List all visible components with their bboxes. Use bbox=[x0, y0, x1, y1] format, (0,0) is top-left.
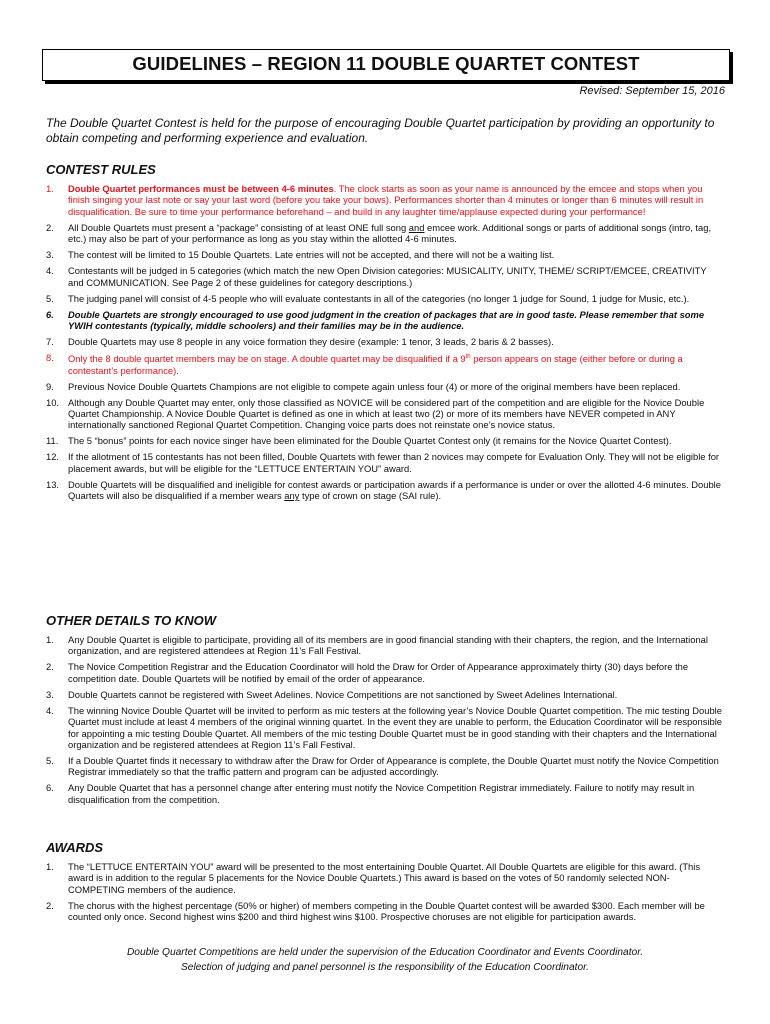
contest-rule-item bbox=[46, 381, 724, 392]
rule-number: 11. bbox=[46, 435, 59, 447]
detail-item bbox=[46, 755, 724, 778]
rule-number: 12. bbox=[46, 451, 60, 463]
contest-rule-item bbox=[46, 309, 724, 332]
rule-text: All Double Quartets must present a “package” consisting of at least ONE full song bbox=[68, 221, 409, 233]
rule-text: emcee work. Additional songs or parts of additional songs (intro, tag, etc.) may also be part of your performance as long as you stay within the allotted 4-6 minutes. bbox=[68, 221, 712, 245]
detail-text: The Novice Competition Registrar and the Education Coordinator will hold the Draw for Order of Appearance approximately thirty (30) days before the competition date. Double Quartets will be notified by email of the order of appearance. bbox=[68, 661, 689, 684]
rule-text: type of crown on stage (SAI rule). bbox=[299, 490, 442, 502]
contest-rule-item bbox=[46, 435, 724, 446]
detail-item bbox=[46, 634, 724, 657]
rule-text: Double Quartets will be disqualified and ineligible for contest awards or participation awards if a performance is under or over the allotted 4-6 minutes. Double Quartets will also be disqualified if a member wears bbox=[68, 478, 721, 502]
detail-number: 3. bbox=[46, 688, 54, 700]
award-number: 1. bbox=[46, 861, 54, 872]
detail-item bbox=[46, 689, 724, 700]
detail-text: Double Quartets cannot be registered with Sweet Adelines. Novice Competitions are not sanctioned by Sweet Adelines International. bbox=[68, 688, 618, 700]
contest-rules-list bbox=[46, 183, 724, 506]
contest-rule-item bbox=[46, 183, 724, 217]
rule-number: 6. bbox=[46, 308, 54, 320]
rule-text: Contestants will be judged in 5 categories (which match the new Open Division categories: MUSICALITY, UNITY, THEME/ SCRIPT/EMCEE, CREATIVITY and COMMUNICATION. See Page 2 of these guidelines for category descriptions.) bbox=[68, 265, 707, 288]
rule-text: Although any Double Quartet may enter, only those classified as NOVICE will be considered part of the competition and are eligible for the Novice Double Quartet Championship. A Novice Double Quartet is defined as one in which at least two (2) or more of its members have NEVER competed in ANY internationally sanctioned Regional Quartet Competition. Changing voice parts does not reinstate one’s novice status. bbox=[68, 396, 705, 431]
rule-underlined-text: any bbox=[284, 490, 300, 502]
footer-note bbox=[0, 946, 770, 975]
rule-text: If the allotment of 15 contestants has not been filled, Double Quartets with fewer than 2 novices may compete for Evaluation Only. They will not be eligible for placement awards, but will be eligible for the “LETTUCE ENTERTAIN YOU” award. bbox=[68, 451, 720, 474]
rule-text: . The clock starts as soon as your name is announced by the emcee and stops when you finish singing your last note or say your last word (before you take your bows). Performances shorter than 4 minutes or longer than 6 minutes will result in disqualification. Be sure to time your performance beforehand – and build in any laughter time/applause expected during your performance! bbox=[68, 183, 704, 217]
contest-rules-heading: CONTEST RULES bbox=[46, 162, 156, 177]
rule-text: Double Quartets are strongly encouraged to use good judgment in the creation of packages that are in good taste. Please remember that some YWIH contestants (typically, middle schoolers) and their families may be in the audience. bbox=[68, 308, 705, 332]
rule-superscript: th bbox=[465, 354, 471, 361]
rule-number: 9. bbox=[46, 380, 54, 392]
rule-text: The 5 “bonus” points for each novice singer have been eliminated for the Double Quartet Contest only (it remains for the Novice Quartet Contest). bbox=[68, 435, 672, 447]
contest-rule-item bbox=[46, 249, 724, 260]
detail-text: Any Double Quartet that has a personnel change after entering must notify the Novice Competition Registrar immediately. Failure to notify may result in disqualification from the competition. bbox=[68, 782, 695, 805]
other-details-heading: OTHER DETAILS TO KNOW bbox=[46, 613, 216, 628]
award-text: The chorus with the highest percentage (50% or higher) of members competing in the Double Quartet contest will be awarded $300. Each member will be counted only once. Second highest wins $200 and third highest wins $100. Prospective choruses are not eligible for participation awards. bbox=[68, 899, 705, 923]
detail-number: 6. bbox=[46, 782, 54, 794]
rule-text: person appears on stage (either before or during a contestant’s performance). bbox=[68, 353, 683, 376]
rule-text: Double Quartets may use 8 people in any voice formation they desire (example: 1 tenor, 3 leads, 2 baris & 2 basses). bbox=[68, 336, 554, 348]
title-box bbox=[42, 49, 730, 81]
rule-text: The contest will be limited to 15 Double Quartets. Late entries will not be accepted, and there will not be a waiting list. bbox=[68, 249, 555, 261]
footer-line-1: Double Quartet Competitions are held under the supervision of the Education Coordinator and Events Coordinator. bbox=[126, 947, 644, 958]
detail-item bbox=[46, 782, 724, 805]
rule-underlined-text: and bbox=[408, 221, 425, 233]
rule-number: 13. bbox=[46, 478, 60, 490]
contest-rule-item bbox=[46, 479, 724, 502]
rule-number: 4. bbox=[46, 265, 54, 277]
detail-item bbox=[46, 661, 724, 684]
rule-number: 1. bbox=[46, 183, 54, 194]
contest-rule-item bbox=[46, 265, 724, 288]
rule-text: Only the 8 double quartet members may be on stage. A double quartet may be disqualified if a 9 bbox=[68, 353, 466, 365]
rule-bold-text: Double Quartet performances must be between 4-6 minutes bbox=[68, 183, 334, 194]
contest-rule-item bbox=[46, 397, 724, 431]
revised-date: Revised: September 15, 2016 bbox=[579, 85, 725, 97]
award-item bbox=[46, 861, 724, 895]
detail-number: 2. bbox=[46, 661, 54, 673]
contest-rule-item bbox=[46, 336, 724, 347]
awards-list bbox=[46, 861, 724, 927]
rule-number: 7. bbox=[46, 336, 54, 348]
detail-item bbox=[46, 705, 724, 751]
award-text: The “LETTUCE ENTERTAIN YOU” award will be presented to the most entertaining Double Quartet. All Double Quartets are eligible for this award. (This award is in addition to the regular 5 placements for the Novice Double Quartets.) This award is based on the votes of 50 randomly selected NON-COMPETING members of the audience. bbox=[68, 861, 701, 895]
contest-rule-item bbox=[46, 451, 724, 474]
awards-heading: AWARDS bbox=[46, 840, 104, 855]
award-item bbox=[46, 900, 724, 923]
intro-paragraph: The Double Quartet Contest is held for the purpose of encouraging Double Quartet participation by providing an opportunity to obtain competing and performing experience and evaluation. bbox=[46, 116, 715, 145]
detail-text: The winning Novice Double Quartet will be invited to perform as mic testers at the following year’s Novice Double Quartet competition. The mic testing Double Quartet must include at least 4 members of the original winning quartet. In the event they are unable to perform, the Education Coordinator will be responsible for appointing a mic testing Double Quartet. All members of the mic testing Double Quartet must be in good standing with their chapters and the International organization and be registered attendees at Region 11’s Fall Festival. bbox=[68, 704, 723, 751]
rule-text: The judging panel will consist of 4-5 people who will evaluate contestants in all of the categories (no longer 1 judge for Sound, 1 judge for Music, etc.). bbox=[68, 292, 690, 304]
other-details-list bbox=[46, 634, 724, 810]
contest-rule-item bbox=[46, 293, 724, 304]
detail-number: 1. bbox=[46, 634, 54, 645]
rule-number: 8. bbox=[46, 352, 54, 364]
contest-rule-item bbox=[46, 352, 724, 376]
rule-number: 5. bbox=[46, 292, 54, 304]
detail-number: 5. bbox=[46, 755, 54, 767]
detail-number: 4. bbox=[46, 704, 54, 716]
rule-number: 10. bbox=[46, 396, 60, 408]
rule-text: Previous Novice Double Quartets Champions are not eligible to compete again unless four (4) or more of the original members have been replaced. bbox=[68, 380, 681, 392]
rule-number: 2. bbox=[46, 221, 54, 233]
detail-text: If a Double Quartet finds it necessary to withdraw after the Draw for Order of Appearance is complete, the Double Quartet must notify the Novice Competition Registrar immediately so that the traffic pattern and program can be adjusted accordingly. bbox=[68, 755, 719, 778]
rule-number: 3. bbox=[46, 249, 54, 261]
page-title: GUIDELINES – REGION 11 DOUBLE QUARTET CONTEST bbox=[132, 53, 640, 74]
detail-text: Any Double Quartet is eligible to participate, providing all of its members are in good financial standing with their chapters, the region, and the International organization, and are registered attendees at Region 11’s Fall Festival. bbox=[68, 634, 708, 657]
contest-rule-item bbox=[46, 222, 724, 245]
award-number: 2. bbox=[46, 899, 54, 911]
footer-line-2: Selection of judging and panel personnel is the responsibility of the Education Coordinator. bbox=[181, 961, 589, 973]
